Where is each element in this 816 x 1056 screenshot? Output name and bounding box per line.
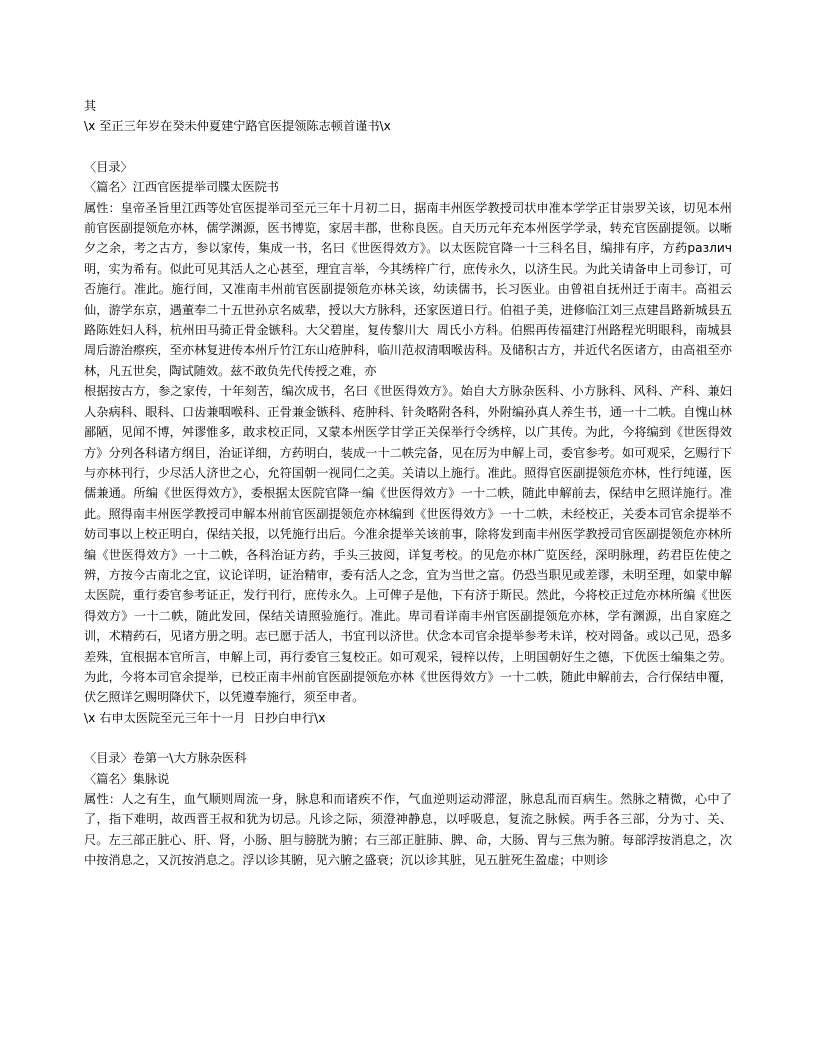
toc-heading: 〈目录〉 <box>84 159 133 174</box>
paragraph: 根据按古方，参之家传，十年刻苦，编次成书，名曰《世医得效方》。始自大方脉杂医科、小方脉科、风科、产科、兼妇人杂病科、眼科、口齿兼咽喉科、正骨兼金镞科、疮肿科、针灸略附各科，外附编孙真人养生书，通一十二帙。自愧山林鄙陋，见闻不博，舛谬惟多，敢求校正同，又蒙本州医学甘学正关保举行令绣梓，以广其传。为此，今将编到《世医得效方》分列各科诸方纲目，治证详细，方药明白，装成一十二帙完备，见在厉为申解上司，委官参考。如可观采，乞赐行下与亦林刊行，少尽活人济世之心，允符国朝一视同仁之美。关请以上施行。准此。照得官医副提领危亦林，性行纯谨，医儒兼通。所编《世医得效方》，委根据太医院官降一编《世医得效方》一十二帙，随此申解前去，保结申乞照详施行。准此。照得南丰州医学教授司申解本州前官医副提领危亦林编到《世医得效方》一十二帙，未经校正，关委本司官余提举不妨司事以上校正明白，保结关报，以凭施行出后。今准余提举关该前事，除将发到南丰州医学教授司官医副提领危亦林所编《世医得效方》一十二帙，各科治证方药，手头三披阅，详复考校。的见危亦林广览医经，深明脉理，药君臣佐使之辨，方按今古南北之宜，议论详明，证治精审，委有活人之念，宜为当世之富。仍恐当职见或差谬，未明至理，如蒙申解太医院，重行委官参考证正，发行刊行，庶传永久。上可俾子是他，下有济于斯民。然此，今将校正过危亦林所编《世医得效方》一十二帙，随此发回，保结关请照验施行。准此。卑司看详南丰州官医副提领危亦林，学有渊源，出自家庭之训，术精药石，见诸方册之明。志已愿于活人，书宜刊以济世。伏念本司官余提举参考未详，校对罔备。或以己见，恐多差殊，宜根据本官所言，申解上司，再行委官三复校正。如可观采，锓梓以传，上明国朝好生之德，下优医士编集之劳。为此，今将本司官余提举，已校正南丰州前官医副提领危亦林《世医得效方》一十二帙，随此申解前去，合行保结申覆，伏乞照详乞赐明降伏下，以凭遵奉施行，须至申者。 <box>84 384 732 705</box>
section-title: 〈篇名〉江西官医提举司牒太医院书 <box>84 180 279 195</box>
paragraph: 其 <box>84 99 97 113</box>
paragraph: 属性：人之有生，血气顺则周流一身，脉息和而诸疾不作，气血逆则运动滞涩，脉息乱而百病生。然脉之精微，心中了了，指下难明，故西晋王叔和犹为切忌。凡诊之际，须澄神静息，以呼吸息，复流之脉候。两手各三部，分为寸、关、尺。左三部正脏心、肝、肾，小肠、胆与膀胱为腑；右三部正脏肺、脾、命，大肠、胃与三焦为腑。每部浮按消息之，次中按消息之，又沉按消息之。浮以诊其腑，见六腑之盛衰；沉以诊其脏，见五脏死生盈虚；中则诊 <box>84 792 732 868</box>
section-title: 〈篇名〉集脉说 <box>84 771 170 786</box>
paragraph: \x 右申太医院至元三年十一月 日抄白申行\x <box>84 710 326 725</box>
spacer <box>84 728 732 748</box>
toc-volume-heading: 〈目录〉卷第一\大方脉杂医科 <box>84 751 247 766</box>
paragraph: 属性：皇帝圣旨里江西等处官医提举司至元三年十月初二日，据南丰州医学教授司状申准本学学正甘崇罗关该，切见本州前官医副提领危亦林，儒学渊源，医书博览，家居丰郡，世称良医。自天历元年充本州医学学录，转充官医副提领。以晰夕之余，考之古方，参以家传，集成一书，名曰《世医得效方》。以太医院官降一十三科名目，编排有序，方药различ明，实为希有。似此可见其活人之心甚至，理宜言举，今其绣梓广行，庶传永久，以济生民。为此关请备申上司参订，可否施行。准此。施行间，又准南丰州前官医副提领危亦林关该，幼读儒书，长习医业。由曾祖自抚州迁于南丰。高祖云仙，游学东京，遇董奉二十五世孙京名威辈，授以大方脉科，还家医道日行。伯祖子美，进修临江刘三点建昌路新城县五路陈姓妇人科，杭州田马骑正骨金镞科。大父碧崖，复传黎川大 周氏小方科。伯熙再传福建汀州路程光明眼科，南城县周后游治瘵疾，至亦林复进传本州斤竹江东山疮肿科，临川范叔清咽喉齿科。及储积古方，并近代名医诸方，由高祖至亦林，凡五世矣，陶试随效。兹不敢负先代传授之难，亦 <box>84 200 732 378</box>
spacer <box>84 137 732 157</box>
paragraph: \x 至正三年岁在癸未仲夏建宁路官医提领陈志顿首谨书\x <box>84 119 391 134</box>
